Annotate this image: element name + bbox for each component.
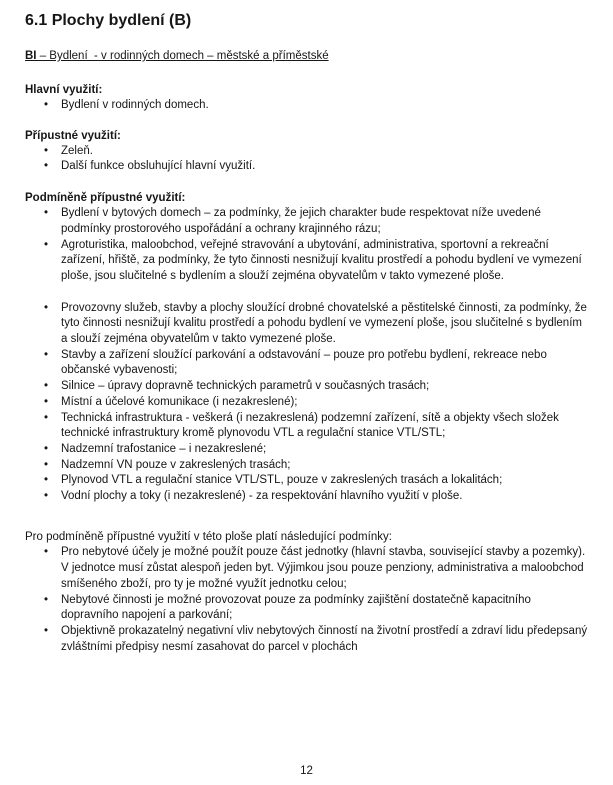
list-item-text: Nadzemní VN pouze v zakreslených trasách;	[61, 458, 291, 471]
zone-code: BI	[25, 50, 37, 62]
list-item-text: Plynovod VTL a regulační stanice VTL/STL, pouze v zakreslených trasách a lokalitách;	[61, 474, 503, 487]
list-item-text: Technická infrastruktura - veškerá (i nezakreslená) podzemní zařízení, sítě a objekty všech složek technické infrastruktury kromě plynovodu VTL a regulační stanice VTL/STL;	[61, 411, 559, 440]
list-item	[61, 545, 588, 592]
conditionally-permissible-list-group2	[25, 301, 589, 505]
list-item-text: Agroturistika, maloobchod, veřejné stravování a ubytování, administrativa, sportovní a rekreační zařízení, hřiště, za podmínky, že tyto činnosti nesnižují kvalitu prostředí a pohodu bydlení ve vymezení ploše, jsou slučitelné s bydlením a slouží zejména obyvatelům v takto vymezené ploše.	[61, 238, 582, 282]
list-item	[61, 206, 588, 237]
list-item	[61, 458, 588, 474]
list-item	[61, 624, 588, 655]
permissible-use-list	[25, 144, 589, 175]
conditions-list	[25, 545, 589, 655]
list-item	[61, 489, 588, 505]
list-item-text: Místní a účelové komunikace (i nezakreslené);	[61, 395, 298, 408]
list-item	[61, 159, 588, 175]
list-item-text: Silnice – úpravy dopravně technických parametrů v současných trasách;	[61, 380, 430, 393]
list-item	[61, 411, 588, 442]
zone-heading	[25, 48, 589, 64]
list-item-text: Nadzemní trafostanice – i nezakreslené;	[61, 442, 267, 455]
section-heading-conditionally-permissible-use: Podmíněně přípustné využití:	[25, 192, 186, 205]
conditionally-permissible-list-group1	[25, 206, 589, 285]
page-number: 12	[300, 765, 313, 777]
list-item-text: Provozovny služeb, stavby a plochy sloužící drobné chovatelské a pěstitelské činnosti, za podmínky, že tyto činnosti nesnižují kvalitu prostředí a pohodu bydlení ve vymezení ploše, jsou slučitelné s bydlením a slouží zejména obyvatelům v takto vymezené ploše.	[61, 301, 587, 346]
list-item	[61, 144, 588, 160]
list-item	[61, 379, 588, 395]
list-item-text: Objektivně prokazatelný negativní vliv nebytových činností na životní prostředí a zdraví lidu předepsaný zvláštními předpisy nesmí zasahovat do parcel v plochách	[61, 624, 588, 653]
list-item-text: Další funkce obsluhující hlavní využití.	[61, 160, 256, 173]
list-item-text: Pro nebytové účely je možné použít pouze část jednotky (hlavní stavba, související stavby a pozemky). V jednotce musí zůstat alespoň jeden byt. Výjimkou jsou pouze penziony, administrativa a maloobchod smíšeného zboží, pro ty je možné využít jednotku celou;	[61, 546, 586, 590]
list-item	[61, 442, 588, 458]
section-heading-permissible-use: Přípustné využití:	[25, 129, 121, 142]
section-heading-main-use: Hlavní využití:	[25, 84, 103, 96]
list-item	[61, 301, 588, 348]
list-item	[61, 395, 588, 411]
list-item-text: Vodní plochy a toky (i nezakreslené) - za respektování hlavního využití v ploše.	[61, 490, 463, 503]
zone-name: – Bydlení - v rodinných domech – městské a příměstské	[36, 50, 329, 62]
conditions-intro: Pro podmíněně přípustné využití v této ploše platí následující podmínky:	[25, 530, 392, 543]
zone-heading-underline	[25, 50, 329, 62]
list-item-text: Bydlení v bytových domech – za podmínky, že jejich charakter bude respektovat níže uvedené podmínky prostorového uspořádání a ochrany krajinného rázu;	[61, 207, 541, 235]
main-use-list	[25, 98, 589, 114]
list-item	[61, 348, 588, 379]
list-item	[61, 98, 588, 114]
list-item-text: Zeleň.	[61, 144, 93, 157]
page-title: 6.1 Plochy bydlení (B)	[25, 12, 192, 29]
list-item	[61, 593, 588, 624]
list-item-text: Stavby a zařízení sloužící parkování a odstavování – pouze pro potřebu bydlení, rekreace nebo občanské vybavenosti;	[61, 348, 547, 377]
list-item	[61, 473, 588, 489]
list-item-text: Nebytové činnosti je možné provozovat pouze za podmínky zajištění dostatečně kapacitního dopravního napojení a parkování;	[61, 593, 531, 622]
list-item-text: Bydlení v rodinných domech.	[61, 99, 209, 111]
list-item	[61, 238, 588, 285]
